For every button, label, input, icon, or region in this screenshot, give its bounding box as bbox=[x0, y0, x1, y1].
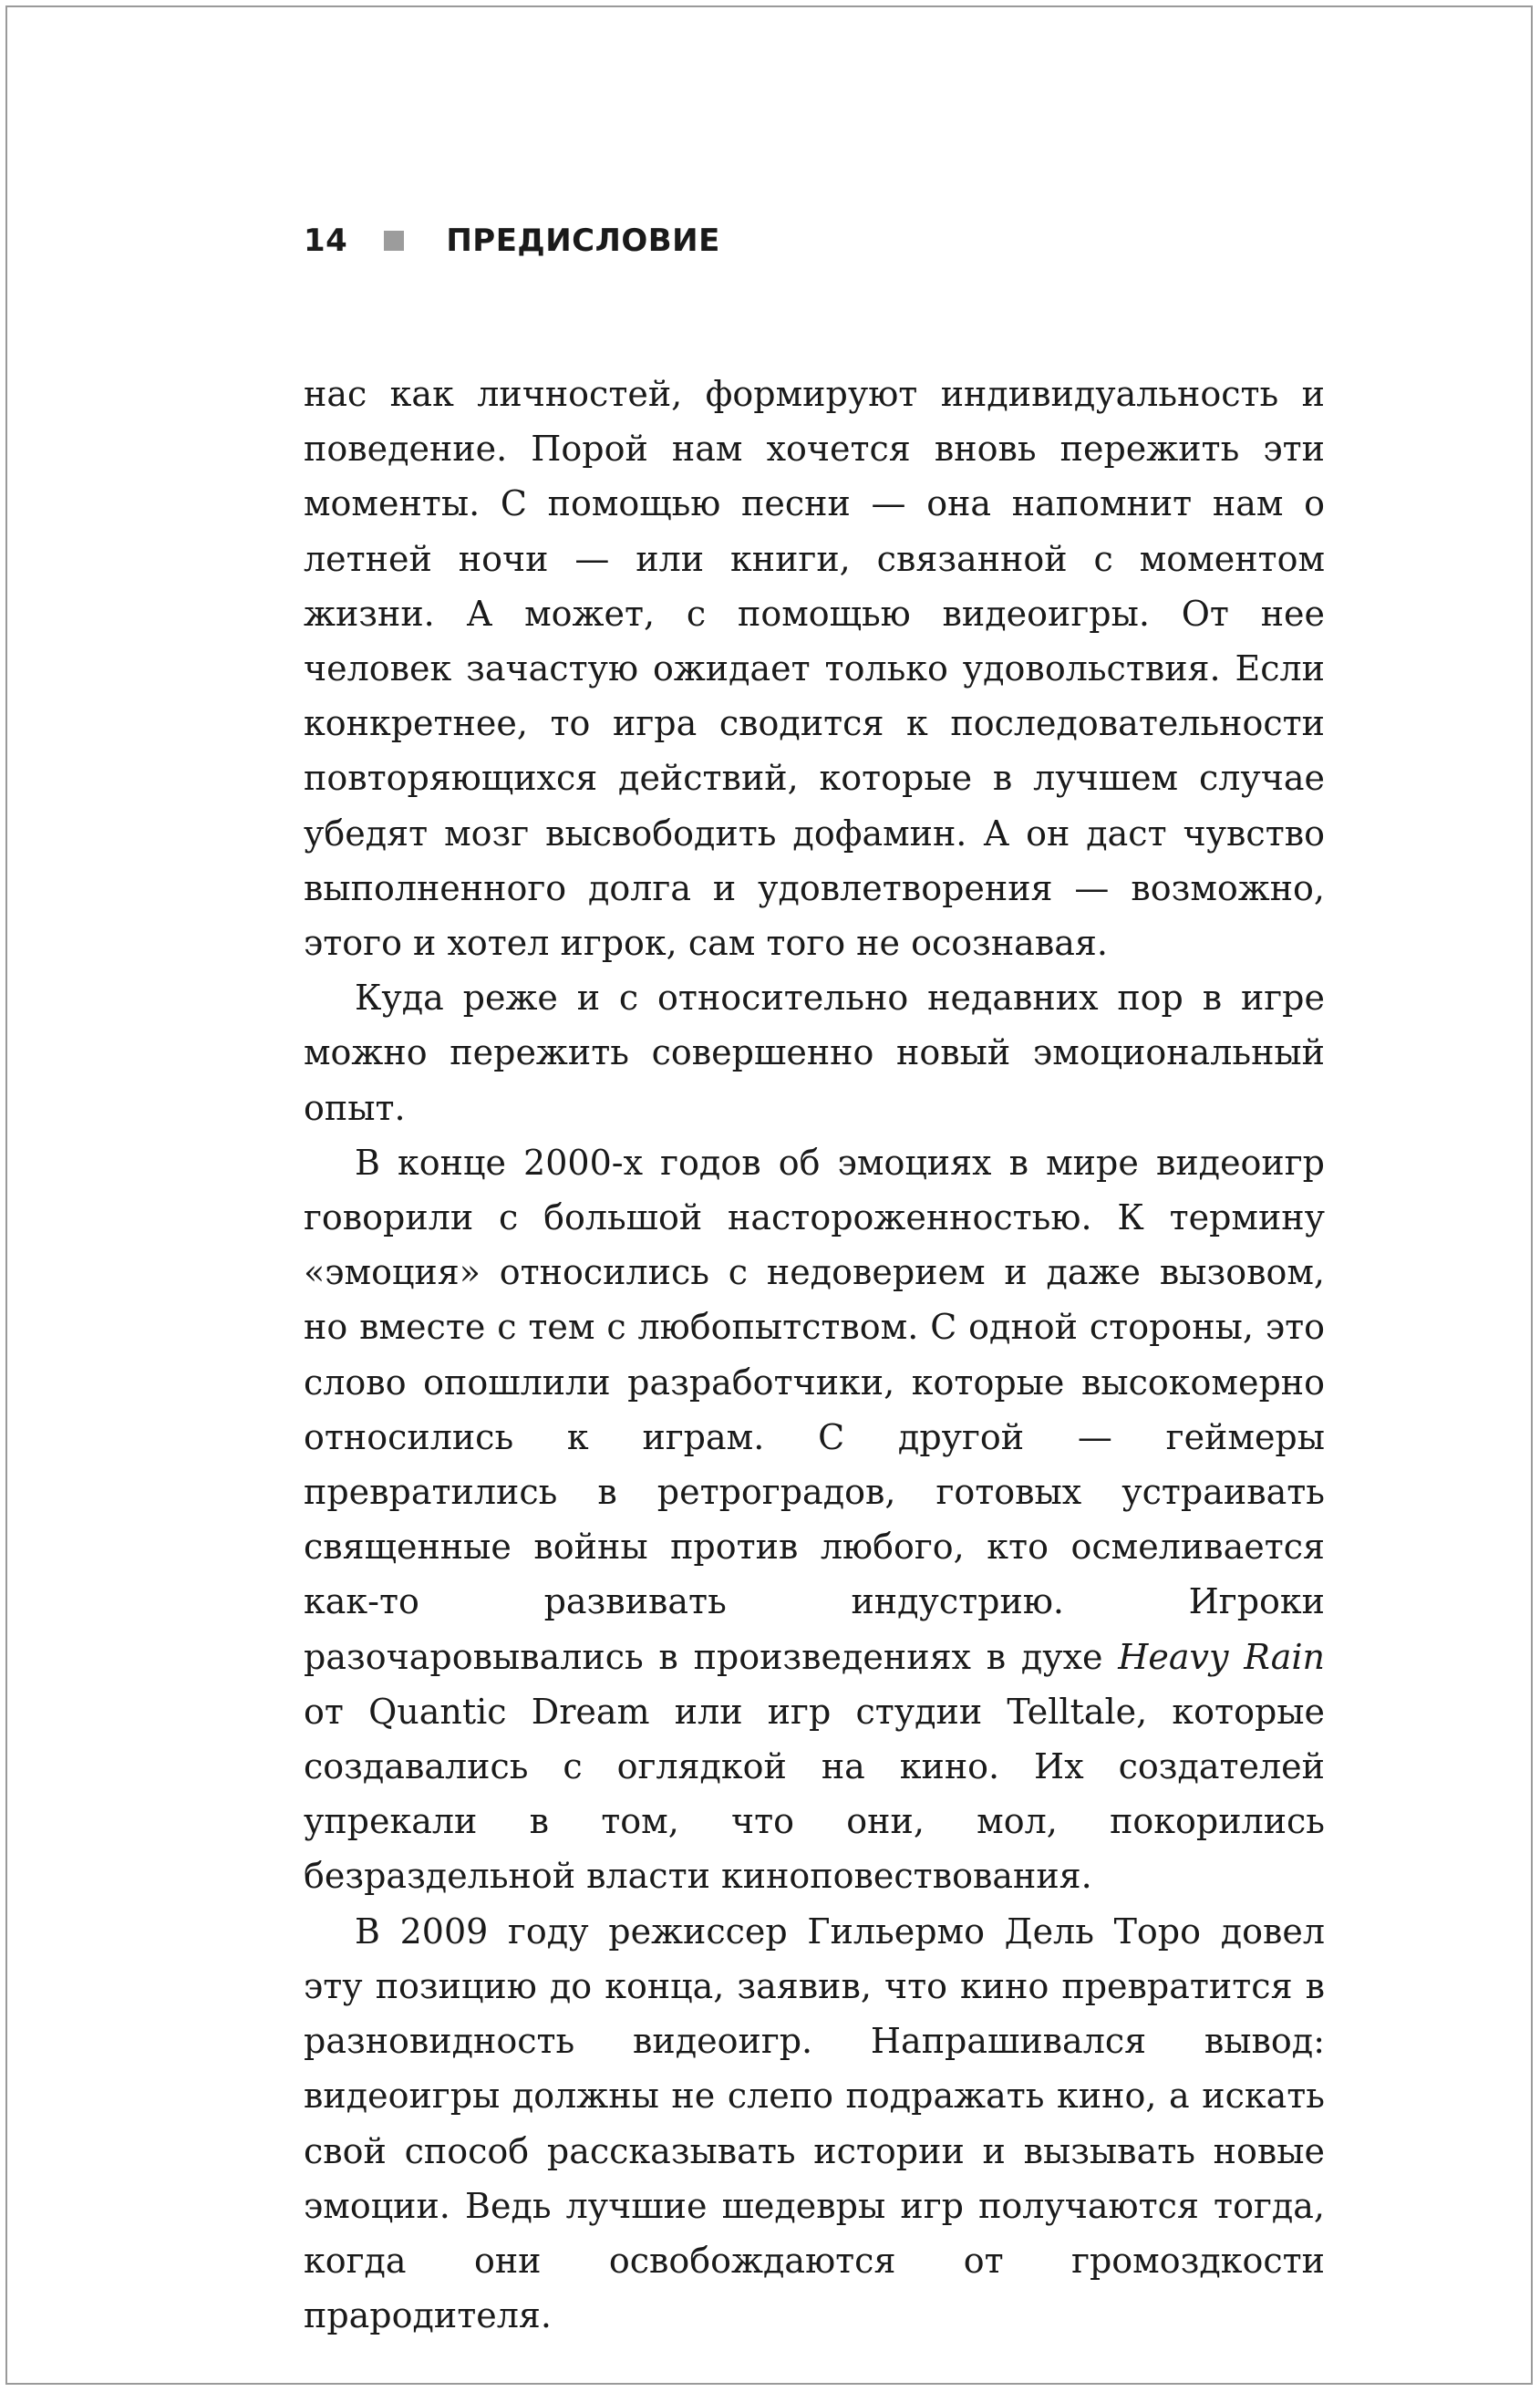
paragraph-3-text-before: В конце 2000-х годов об эмоциях в мире видеоигр говорили с большой настороженностью. К термину «эмоция» относились с недоверием и даже вызовом, но вместе с тем с любопытством. С одной стороны, это слово опошлили разработчики, которые высокомерно относились к играм. С другой — геймеры превратились в ретроградов, готовых устраивать священные войны против любого, кто осмеливается как-то развивать индустрию. Игроки разочаровывались в произведениях в духе bbox=[304, 1142, 1325, 1677]
paragraph-3 bbox=[304, 1135, 1325, 1904]
paragraph-1: нас как личностей, формируют индивидуальность и поведение. Порой нам хочется вновь пережить эти моменты. С помощью песни — она напомнит нам о летней ночи — или книги, связанной с моментом жизни. А может, с помощью видеоигры. От нее человек зачастую ожидает только удовольствия. Если конкретнее, то игра сводится к последовательности повторяющихся действий, которые в лучшем случае убедят мозг высвободить дофамин. А он даст чувство выполненного долга и удовлетворения — возможно, этого и хотел игрок, сам того не осознавая. bbox=[304, 374, 1325, 964]
paragraph-2: Куда реже и с относительно недавних пор в игре можно пережить совершенно новый эмоциональный опыт. bbox=[304, 978, 1325, 1128]
page-number: 14 bbox=[304, 223, 348, 259]
paragraph-4: В 2009 году режиссер Гильермо Дель Торо довел эту позицию до конца, заявив, что кино превратится в разновидность видеоигр. Напрашивался вывод: видеоигры должны не слепо подражать кино, а искать свой способ рассказывать истории и вызывать новые эмоции. Ведь лучшие шедевры игр получаются тогда, когда они освобождаются от громоздкости прародителя. bbox=[304, 1910, 1325, 2336]
running-head bbox=[304, 219, 720, 263]
body-text bbox=[304, 367, 1325, 2343]
section-title: ПРЕДИСЛОВИЕ bbox=[446, 223, 720, 259]
game-title-italic: Heavy Rain bbox=[1118, 1636, 1325, 1677]
separator-square-icon bbox=[384, 231, 404, 251]
paragraph-3-text-after: от Quantic Dream или игр студии Telltale, которые создавались с оглядкой на кино. Их создателей упрекали в том, что они, мол, покорились безраздельной власти киноповествования. bbox=[304, 1691, 1325, 1897]
